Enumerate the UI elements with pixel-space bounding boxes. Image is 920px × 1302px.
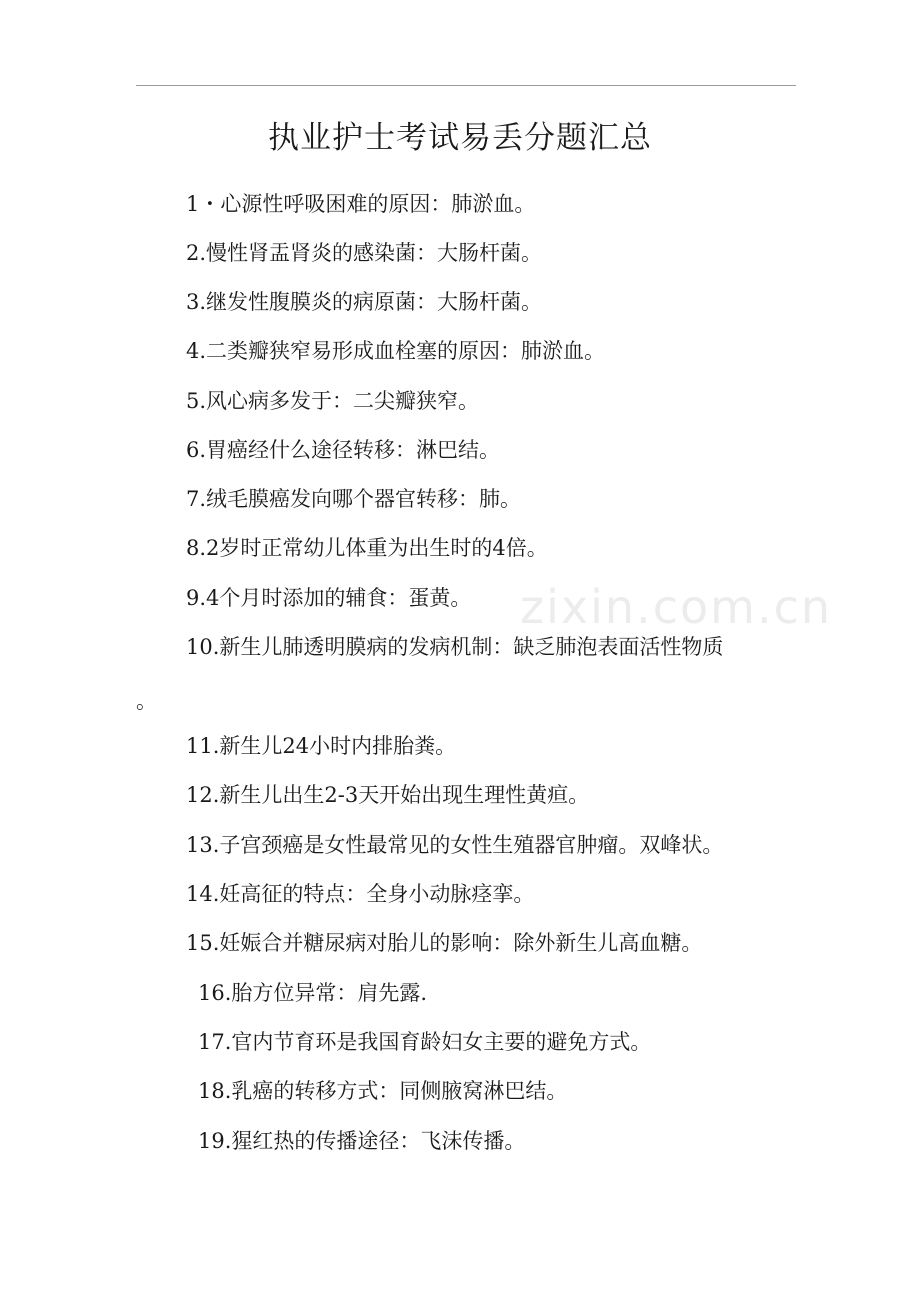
list-item: 2.慢性肾盂肾炎的感染菌：大肠杆菌。 (186, 241, 543, 265)
list-item: 13.子宫颈癌是女性最常见的女性生殖器官肿瘤。双峰状。 (186, 833, 724, 857)
list-item: 6.胃癌经什么途径转移：淋巴结。 (186, 438, 501, 462)
list-item: 5.风心病多发于：二尖瓣狭窄。 (186, 389, 480, 413)
header-rule (136, 85, 796, 86)
list-item-continuation: 。 (136, 689, 157, 713)
watermark: zixin.com.cn (520, 580, 833, 634)
list-item: 12.新生儿出生2-3天开始出现生理性黄疸。 (186, 783, 590, 807)
list-item: 18.乳癌的转移方式：同侧腋窝淋巴结。 (198, 1079, 568, 1103)
list-item: 17.官内节育环是我国育龄妇女主要的避免方式。 (198, 1030, 652, 1054)
list-item: 1・心源性呼吸困难的原因：肺淤血。 (186, 192, 536, 216)
list-item: 10.新生儿肺透明膜病的发病机制：缺乏肺泡表面活性物质 (186, 635, 724, 659)
list-item: 3.继发性腹膜炎的病原菌：大肠杆菌。 (186, 290, 543, 314)
list-item: 14.妊高征的特点：全身小动脉痉挛。 (186, 882, 535, 906)
list-item: 11.新生儿24小时内排胎粪。 (186, 734, 457, 758)
list-item: 15.妊娠合并糖尿病对胎儿的影响：除外新生儿高血糖。 (186, 931, 703, 955)
list-item: 16.胎方位异常：肩先露. (198, 981, 428, 1005)
list-item: 7.绒毛膜癌发向哪个器官转移：肺。 (186, 487, 522, 511)
list-item: 9.4个月时添加的辅食：蛋黄。 (186, 586, 472, 610)
page-title: 执业护士考试易丢分题汇总 (268, 120, 652, 156)
list-item: 8.2岁时正常幼儿体重为出生时的4倍。 (186, 536, 548, 560)
list-item: 19.猩红热的传播途径：飞沫传播。 (198, 1129, 526, 1153)
list-item: 4.二类瓣狭窄易形成血栓塞的原因：肺淤血。 (186, 339, 606, 363)
